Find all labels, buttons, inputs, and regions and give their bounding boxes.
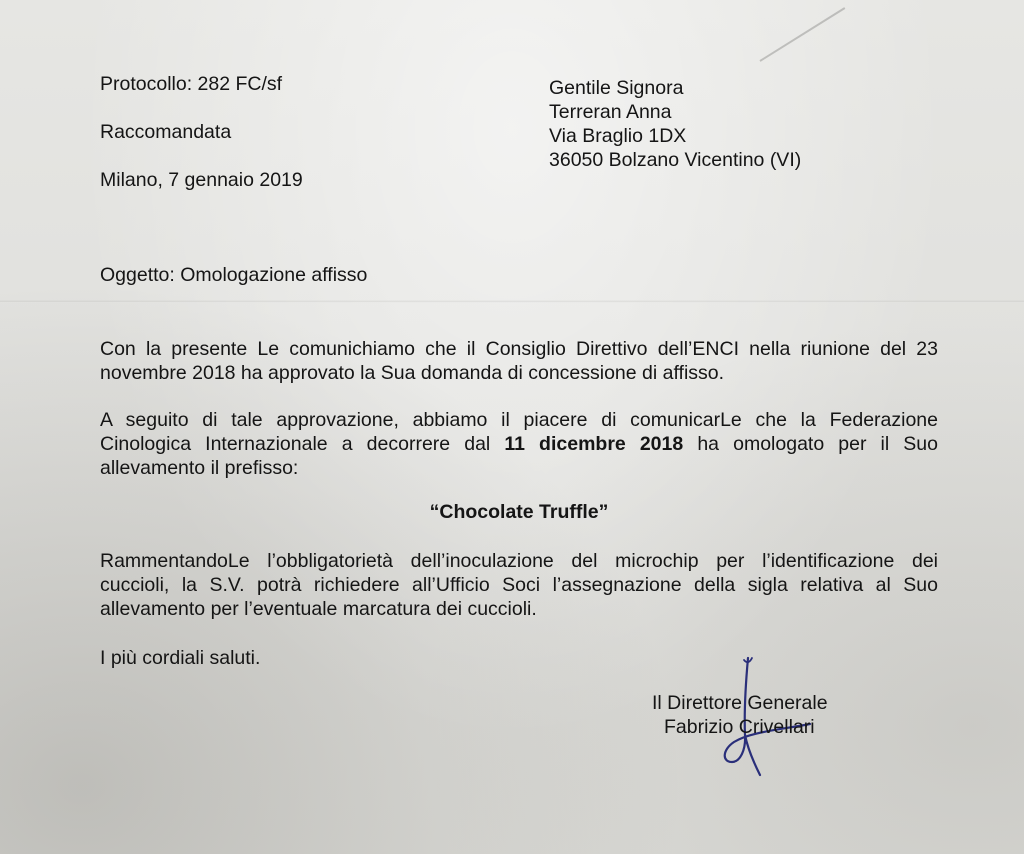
- paper-fold: [0, 300, 1024, 303]
- paragraph-text: Cinologica Internazionale a decorrere dal: [100, 433, 491, 455]
- protocol-number: Protocollo: 282 FC/sf: [100, 73, 283, 95]
- body-paragraph-2: [100, 408, 938, 480]
- recipient-salutation: Gentile Signora: [549, 77, 684, 99]
- signatory-title: Il Direttore Generale: [652, 692, 828, 714]
- paragraph-line: Con la presente Le comunichiamo che il Consiglio Direttivo dell’ENCI nella riunione del 23: [100, 338, 938, 360]
- paragraph-text: ha omologato per il Suo: [697, 433, 938, 455]
- paragraph-line: RammentandoLe l’obbligatorietà dell’inoculazione del microchip per l’identificazione dei: [100, 550, 938, 572]
- body-paragraph-1: [100, 337, 938, 385]
- paragraph-line: novembre 2018 ha approvato la Sua domanda di concessione di affisso.: [100, 362, 725, 384]
- paragraph-line: [100, 432, 938, 456]
- body-paragraph-3: [100, 549, 938, 621]
- letter-date: Milano, 7 gennaio 2019: [100, 169, 303, 191]
- recipient-street: Via Braglio 1DX: [549, 125, 687, 147]
- signatory-name: Fabrizio Crivellari: [664, 716, 815, 738]
- delivery-type: Raccomandata: [100, 121, 232, 143]
- paragraph-line: cuccioli, la S.V. potrà richiedere all’Ufficio Soci l’assegnazione della sigla relativa al Suo: [100, 574, 938, 596]
- recipient-city: 36050 Bolzano Vicentino (VI): [549, 149, 802, 171]
- paragraph-line: allevamento per l’eventuale marcatura dei cuccioli.: [100, 598, 537, 620]
- kennel-prefix: “Chocolate Truffle”: [429, 501, 609, 523]
- paragraph-line: A seguito di tale approvazione, abbiamo il piacere di comunicarLe che la Federazione: [100, 409, 938, 431]
- recipient-name: Terreran Anna: [549, 101, 672, 123]
- closing-greeting: I più cordiali saluti.: [100, 647, 261, 669]
- subject-line: Oggetto: Omologazione affisso: [100, 264, 368, 286]
- paper-crease: [759, 7, 845, 62]
- approval-date: 11 dicembre 2018: [504, 433, 684, 455]
- paragraph-line: allevamento il prefisso:: [100, 457, 299, 479]
